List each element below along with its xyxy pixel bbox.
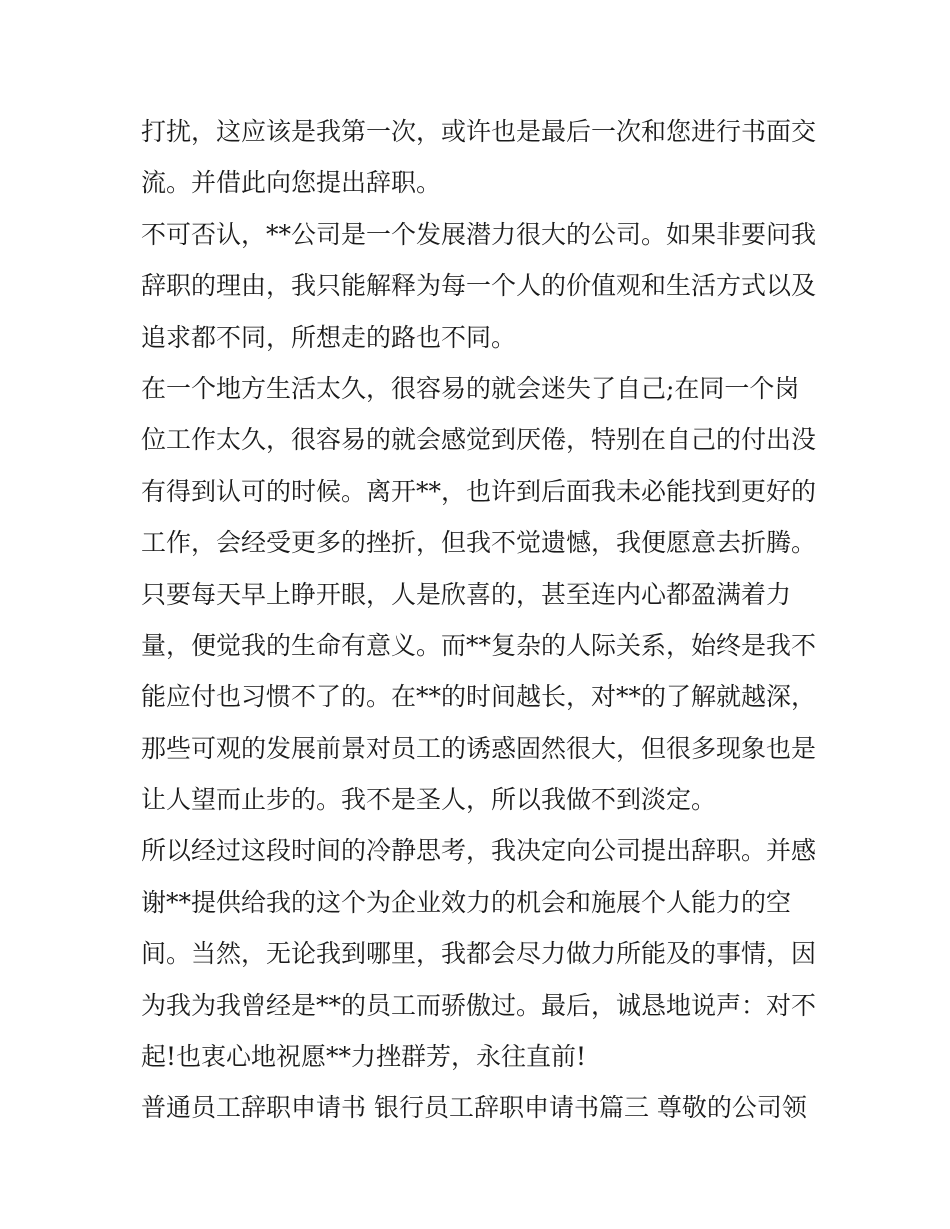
text-line: 只要每天早上睁开眼，人是欣喜的，甚至连内心都盈满着力 — [141, 579, 792, 609]
text-line: 所以经过这段时间的冷静思考，我决定向公司提出辞职。并感 — [141, 836, 817, 866]
text-line: 追求都不同，所想走的路也不同。 — [141, 322, 517, 352]
text-line: 谢**提供给我的这个为企业效力的机会和施展个人能力的空 — [141, 887, 792, 917]
text-line: 工作，会经受更多的挫折，但我不觉遗憾，我便愿意去折腾。 — [141, 528, 817, 558]
text-line: 普通员工辞职申请书 银行员工辞职申请书篇三 尊敬的公司领 — [141, 1093, 807, 1123]
text-line: 能应付也习惯不了的。在**的时间越长，对**的了解就越深， — [141, 682, 817, 712]
text-line: 流。并借此向您提出辞职。 — [141, 168, 442, 198]
text-line: 辞职的理由，我只能解释为每一个人的价值观和生活方式以及 — [141, 271, 817, 301]
text-line: 那些可观的发展前景对员工的诱惑固然很大，但很多现象也是 — [141, 733, 817, 763]
text-line: 不可否认，**公司是一个发展潜力很大的公司。如果非要问我 — [141, 219, 817, 249]
text-line: 间。当然，无论我到哪里，我都会尽力做力所能及的事情，因 — [141, 939, 817, 969]
text-line: 在一个地方生活太久，很容易的就会迷失了自己;在同一个岗 — [141, 373, 800, 403]
document-body — [141, 106, 821, 1134]
text-line: 起!也衷心地祝愿**力挫群芳，永往直前! — [141, 1042, 587, 1072]
text-line: 让人望而止步的。我不是圣人，所以我做不到淡定。 — [141, 785, 717, 815]
text-line: 位工作太久，很容易的就会感觉到厌倦，特别在自己的付出没 — [141, 425, 817, 455]
text-line: 有得到认可的时候。离开**，也许到后面我未必能找到更好的 — [141, 476, 817, 506]
text-line: 打扰，这应该是我第一次，或许也是最后一次和您进行书面交 — [141, 117, 817, 146]
text-line: 为我为我曾经是**的员工而骄傲过。最后，诚恳地说声：对不 — [141, 990, 817, 1020]
text-line: 量，便觉我的生命有意义。而**复杂的人际关系，始终是我不 — [141, 630, 817, 660]
